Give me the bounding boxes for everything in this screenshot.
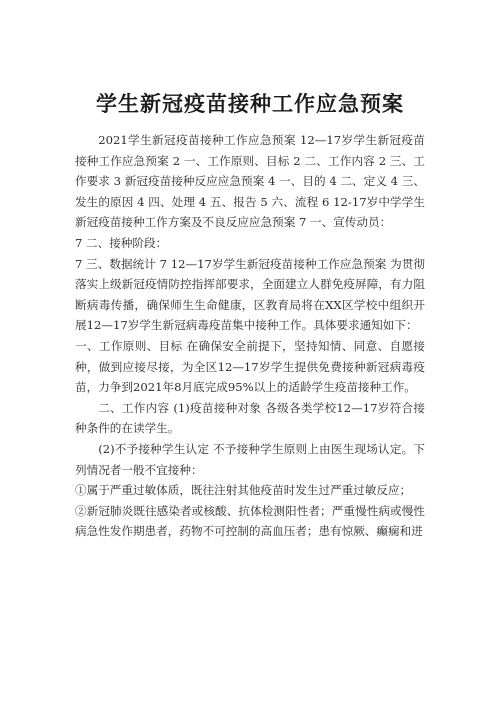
document-body: [75, 130, 425, 542]
paragraph-exemption: (2)不予接种学生认定 不予接种学生原则上由医生现场认定。下列情况者一般不宜接种：: [75, 441, 425, 477]
paragraph-intro: 7 三、数据统计 7 12—17岁学生新冠疫苗接种工作应急预案 为贯彻落实上级新冠疫情防控指挥部要求，全面建立人群免疫屏障，有力阻断病毒传播，确保师生生命健康，区教育局将在XX区学校中组织开展12—17岁学生新冠病毒疫苗集中接种工作。具体要求通知如下：: [75, 256, 425, 333]
list-item-infection: ②新冠肺炎既往感染者或核酸、抗体检测阳性者；严重慢性病或慢性病急性发作期患者，药物不可控制的高血压者；患有惊厥、癫痫和进: [75, 503, 425, 539]
list-item-allergy: ①属于严重过敏体质，既往注射其他疫苗时发生过严重过敏反应；: [75, 483, 412, 498]
paragraph-content-targets: 二、工作内容 (1)疫苗接种对象 各级各类学校12—17岁符合接种条件的在读学生。: [75, 400, 425, 436]
paragraph-toc: 2021学生新冠疫苗接种工作应急预案 12—17岁学生新冠疫苗接种工作应急预案 2 一、工作原则、目标 2 二、工作内容 2 三、工作要求 3 新冠疫苗接种反应应急预案 4 一、目的 4 二、定义 4 三、发生的原因 4 四、处理 4 五、报告 5 六、流程 6 12-17岁中学学生新冠疫苗接种工作方案及不良反应应急预案 7 一、宣传动员：: [75, 133, 425, 230]
paragraph-toc-cont-1: 7 二、接种阶段：: [75, 235, 168, 250]
document-title: 学生新冠疫苗接种工作应急预案: [96, 92, 404, 116]
paragraph-principles: 一、工作原则、目标 在确保安全前提下，坚持知情、同意、自愿接种，做到应接尽接，为全区12—17岁学生提供免费接种新冠病毒疫苗，力争到2021年8月底完成95%以上的适龄学生疫苗接种工作。: [75, 338, 425, 395]
